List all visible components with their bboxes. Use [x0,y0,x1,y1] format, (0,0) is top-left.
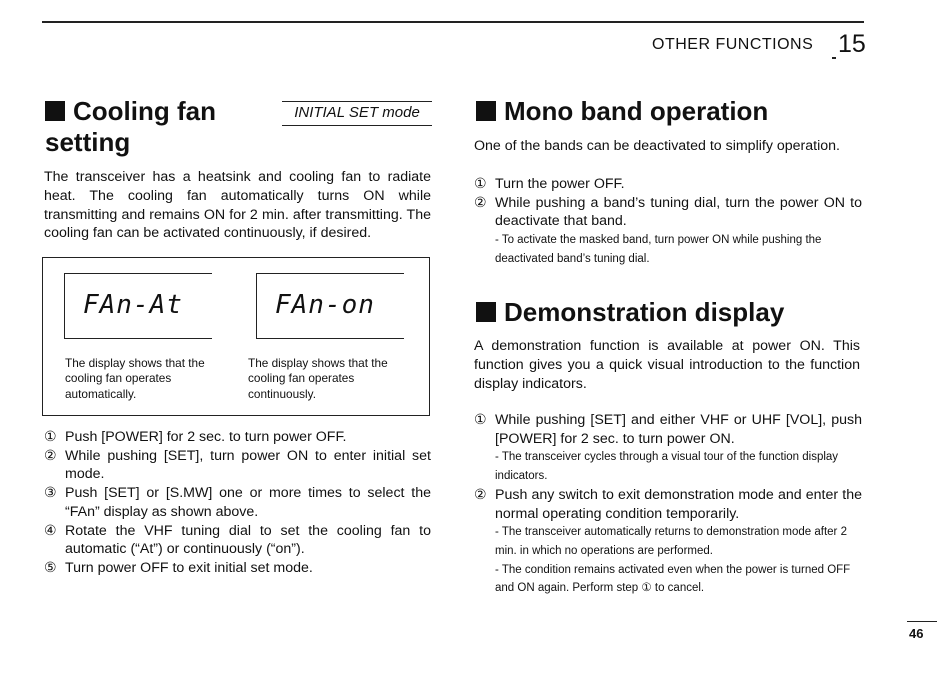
step-number: ② [474,486,487,503]
step-number: ① [474,176,487,192]
step-text: Turn power OFF to exit initial set mode. [65,559,313,576]
lcd-display-on [256,273,404,339]
demo-intro: A demonstration function is available at power ON. This function gives you a quick visual introduction to the function display indicators. [474,338,860,392]
lcd-text-on: FAn-on [275,290,375,320]
demo-note-2: - The transceiver automatically returns to demonstration mode after 2 min. in which no operations are performed. [495,526,847,557]
list-item [474,175,862,194]
list-item [44,522,431,559]
list-item [474,486,862,523]
step-text: Push [SET] or [S.MW] one or more times to select the “FAn” display as shown above. [65,485,431,520]
mono-title [476,96,768,127]
section-header: OTHER FUNCTIONS [652,36,814,53]
section-marker-icon [45,101,65,121]
demo-steps [474,411,862,598]
step-number: ① [44,429,57,445]
section-marker-icon [476,101,496,121]
step-number: ② [44,447,57,464]
list-item [474,411,862,448]
lcd-display-auto [64,273,212,339]
step-text: While pushing [SET], turn power ON to enter initial set mode. [65,447,431,483]
mono-steps [474,175,862,269]
step-text: Turn the power OFF. [495,176,625,192]
list-item [474,194,862,231]
chapter-tick [832,57,836,59]
list-item [44,447,431,484]
list-item [44,559,431,578]
cooling-title [45,96,216,158]
caption-auto: The display shows that the cooling fan operates automatically. [65,356,205,401]
mono-title-text: Mono band operation [504,96,769,126]
demo-note-1: - The transceiver cycles through a visual tour of the function display indicators. [495,451,839,483]
step-text: Rotate the VHF tuning dial to set the cooling fan to automatic (“At”) or continuously (“on”). [65,522,431,558]
mono-intro: One of the bands can be deactivated to simplify operation. [474,138,840,154]
step-number: ① [474,412,487,428]
fan-display-figure [42,257,430,416]
demo-note-3: - The condition remains activated even when the power is turned OFF and ON again. Perform step ① to cancel. [495,563,851,595]
cooling-intro: The transceiver has a heatsink and cooling fan to radiate heat. The cooling fan automatically turns ON while transmitting and remains ON for 2 min. after transmitting. The cooling fan can be activated continuously, if desired. [44,169,431,242]
caption-on: The display shows that the cooling fan operates continuously. [248,356,388,401]
list-item [44,484,431,521]
mode-underline [282,125,432,126]
page-number: 46 [909,626,924,641]
cooling-title-line2: setting [45,127,131,157]
mono-note: - To activate the masked band, turn power ON while pushing the deactivated band’s tuning dial. [495,234,822,265]
step-number: ② [474,194,487,211]
step-text: While pushing a band’s tuning dial, turn the power ON to deactivate that band. [495,194,862,230]
initial-set-mode-label: INITIAL SET mode [282,101,432,121]
step-text: Push [POWER] for 2 sec. to turn power OFF. [65,429,347,445]
chapter-number: 15 [838,30,866,58]
step-text: Push any switch to exit demonstration mode and enter the normal operating condition temporarily. [495,486,862,522]
step-number: ③ [44,485,57,502]
list-item [44,428,431,447]
step-number: ④ [44,522,57,539]
header-rule [42,21,864,23]
demo-title-text: Demonstration display [504,297,785,327]
step-number: ⑤ [44,559,57,576]
demo-title [476,297,784,328]
step-text: While pushing [SET] and either VHF or UHF [VOL], push [POWER] for 2 sec. to turn power ON. [495,412,862,447]
lcd-text-auto: FAn-At [83,290,183,320]
cooling-steps [44,428,431,578]
cooling-title-line1: Cooling fan [73,96,216,126]
section-marker-icon [476,302,496,322]
page-number-rule [907,621,937,622]
